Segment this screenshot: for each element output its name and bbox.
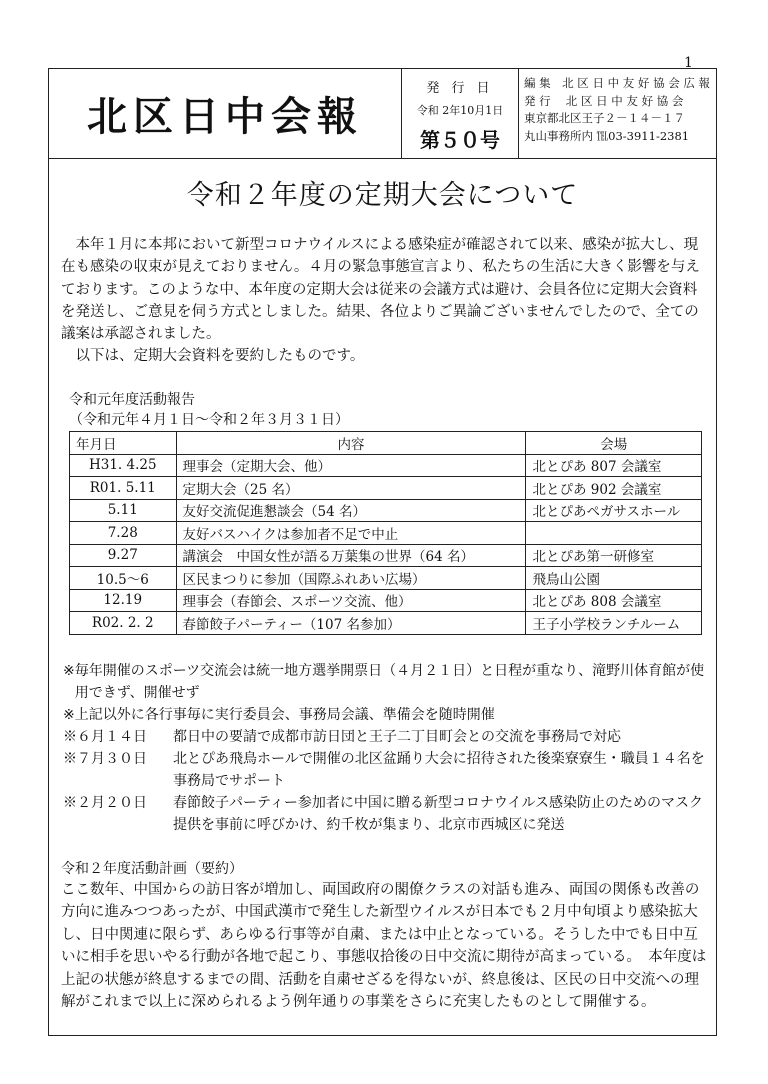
- table-row: [70, 612, 702, 635]
- intro-paragraph: 本年１月に本邦において新型コロナウイルスによる感染症が確認されて以来、感染が拡大し、現在も感染の収束が見えておりません。４月の緊急事態宣言より、私たちの生活に大きく影響を与えております。このような中、本年度の定期大会は従来の会議方式は避け、会員各位に定期大会資料を発送し、ご意見を伺う方式としました。結果、各位よりご異論ございませんでしたので、全ての議案は承認されました。: [61, 237, 700, 343]
- publisher-info: [524, 75, 716, 145]
- issue-date: 令和 2年10月1日: [416, 104, 504, 117]
- issue-box: [402, 69, 519, 158]
- publisher-line: 東京都北区王子２－１４－１７: [524, 111, 685, 125]
- header: [49, 69, 716, 159]
- issue-label: 発 行 日: [426, 81, 494, 96]
- row-venue: 北とぴあ 807 会議室: [526, 454, 702, 477]
- issue-number: 第５０号: [420, 128, 500, 152]
- publisher-line: 丸山事務所内 ℡03-3911-2381: [524, 128, 690, 143]
- note-mark: ※７月３０日: [63, 751, 147, 767]
- note-text: 上記以外に各行事毎に実行委員会、事務局会議、準備会を随時開催: [74, 707, 495, 723]
- report-period: （令和元年４月１日～令和２年３月３１日）: [69, 412, 349, 428]
- note-mark: ※: [63, 663, 75, 679]
- row-venue: 北とぴあ第一研修室: [526, 544, 702, 567]
- row-date: H31. 4.25: [70, 454, 177, 477]
- column-header: 会場: [526, 432, 702, 455]
- report-title: 令和元年度活動報告: [69, 392, 195, 408]
- plan-title: 令和２年度活動計画（要約）: [61, 861, 243, 877]
- row-content: 友好交流促進懇談会（54 名）: [176, 499, 526, 522]
- row-venue: 王子小学校ランチルーム: [526, 612, 702, 635]
- masthead: 北区日中会報: [49, 69, 402, 158]
- row-content: 区民まつりに参加（国際ふれあい広場）: [176, 567, 526, 590]
- column-header: 年月日: [70, 432, 177, 455]
- row-venue: 北とぴあ 902 会議室: [526, 477, 702, 500]
- table-row: [70, 477, 702, 500]
- note-mark: ※２月２０日: [63, 795, 147, 811]
- note-text: 北とぴあ飛鳥ホールで開催の北区盆踊り大会に招待された後楽寮寮生・職員１４名を事務局でサポート: [173, 751, 705, 789]
- row-date: 9.27: [70, 544, 177, 567]
- row-date: R02. 2. 2: [70, 612, 177, 635]
- table-row: [70, 567, 702, 590]
- publisher-line: 発 行 北 区 日 中 友 好 協 会: [524, 93, 684, 108]
- note-text: 毎年開催のスポーツ交流会は統一地方選挙開票日（４月２１日）と日程が重なり、滝野川体育館が使用できず、開催せず: [74, 663, 705, 701]
- note-mark: ※６月１４日: [63, 729, 147, 745]
- newsletter-frame: [48, 68, 717, 1036]
- table-row: [70, 454, 702, 477]
- row-date: 10.5～6: [70, 567, 177, 590]
- row-date: R01. 5.11: [70, 477, 177, 500]
- row-date: 5.11: [70, 499, 177, 522]
- note-mark: ※: [63, 707, 75, 723]
- row-venue: [526, 522, 702, 545]
- note-item: [63, 704, 713, 726]
- note-item: [63, 792, 713, 836]
- plan-paragraph: ここ数年、中国からの訪日客が増加し、両国政府の閣僚クラスの対話も進み、両国の関係も改善の方向に進みつつあったが、中国武漢市で発生した新型ウイルスが日本でも２月中旬頃より感染拡大し、日中関連に限らず、あらゆる行事等が自粛、または中止となっている。そうした中でも日中互いに相手を思いやる行動が各地で起こり、事態収拾後の日中交流に期待が高まっている。 本年度は上記の状態が終息するまでの間、活動を自粛せざるを得ないが、終息後は、区民の日中交流への理解がこれまで以上に深められるよう例年通りの事業をさらに充実したものとして開催する。: [61, 882, 707, 1011]
- note-item: [63, 748, 713, 792]
- row-venue: 飛鳥山公園: [526, 567, 702, 590]
- note-text: 都日中の要請で成都市訪日団と王子二丁目町会との交流を事務局で対応: [173, 729, 621, 745]
- notes-list: [63, 660, 713, 836]
- row-content: 理事会（春節会、スポーツ交流、他）: [176, 589, 526, 612]
- note-text: 春節餃子パーティー参加者に中国に贈る新型コロナウイルス感染防止のためのマスク提供を事前に呼びかけ、約千枚が集まり、北京市西城区に発送: [173, 795, 704, 833]
- row-content: 理事会（定期大会、他）: [176, 454, 526, 477]
- page-number: 1: [684, 55, 693, 71]
- note-item: [63, 660, 713, 704]
- row-content: 春節餃子パーティー（107 名参加）: [176, 612, 526, 635]
- table-row: [70, 522, 702, 545]
- row-date: 12.19: [70, 589, 177, 612]
- row-venue: 北とぴあ 808 会議室: [526, 589, 702, 612]
- row-content: 友好バスハイクは参加者不足で中止: [176, 522, 526, 545]
- table-row: [70, 589, 702, 612]
- publisher-line: 編 集 北 区 日 中 友 好 協 会 広 報: [524, 76, 711, 90]
- row-content: 定期大会（25 名）: [176, 477, 526, 500]
- row-date: 7.28: [70, 522, 177, 545]
- row-venue: 北とぴあペガサスホール: [526, 499, 702, 522]
- column-header: 内容: [176, 432, 526, 455]
- table-header-row: [70, 432, 702, 455]
- table-row: [70, 544, 702, 567]
- activity-table: [69, 431, 702, 635]
- table-row: [70, 499, 702, 522]
- article-title: 令和２年度の定期大会について: [186, 180, 579, 211]
- row-content: 講演会 中国女性が語る万葉集の世界（64 名）: [176, 544, 526, 567]
- intro-paragraph-2: 以下は、定期大会資料を要約したものです。: [61, 348, 365, 364]
- note-item: [63, 726, 713, 748]
